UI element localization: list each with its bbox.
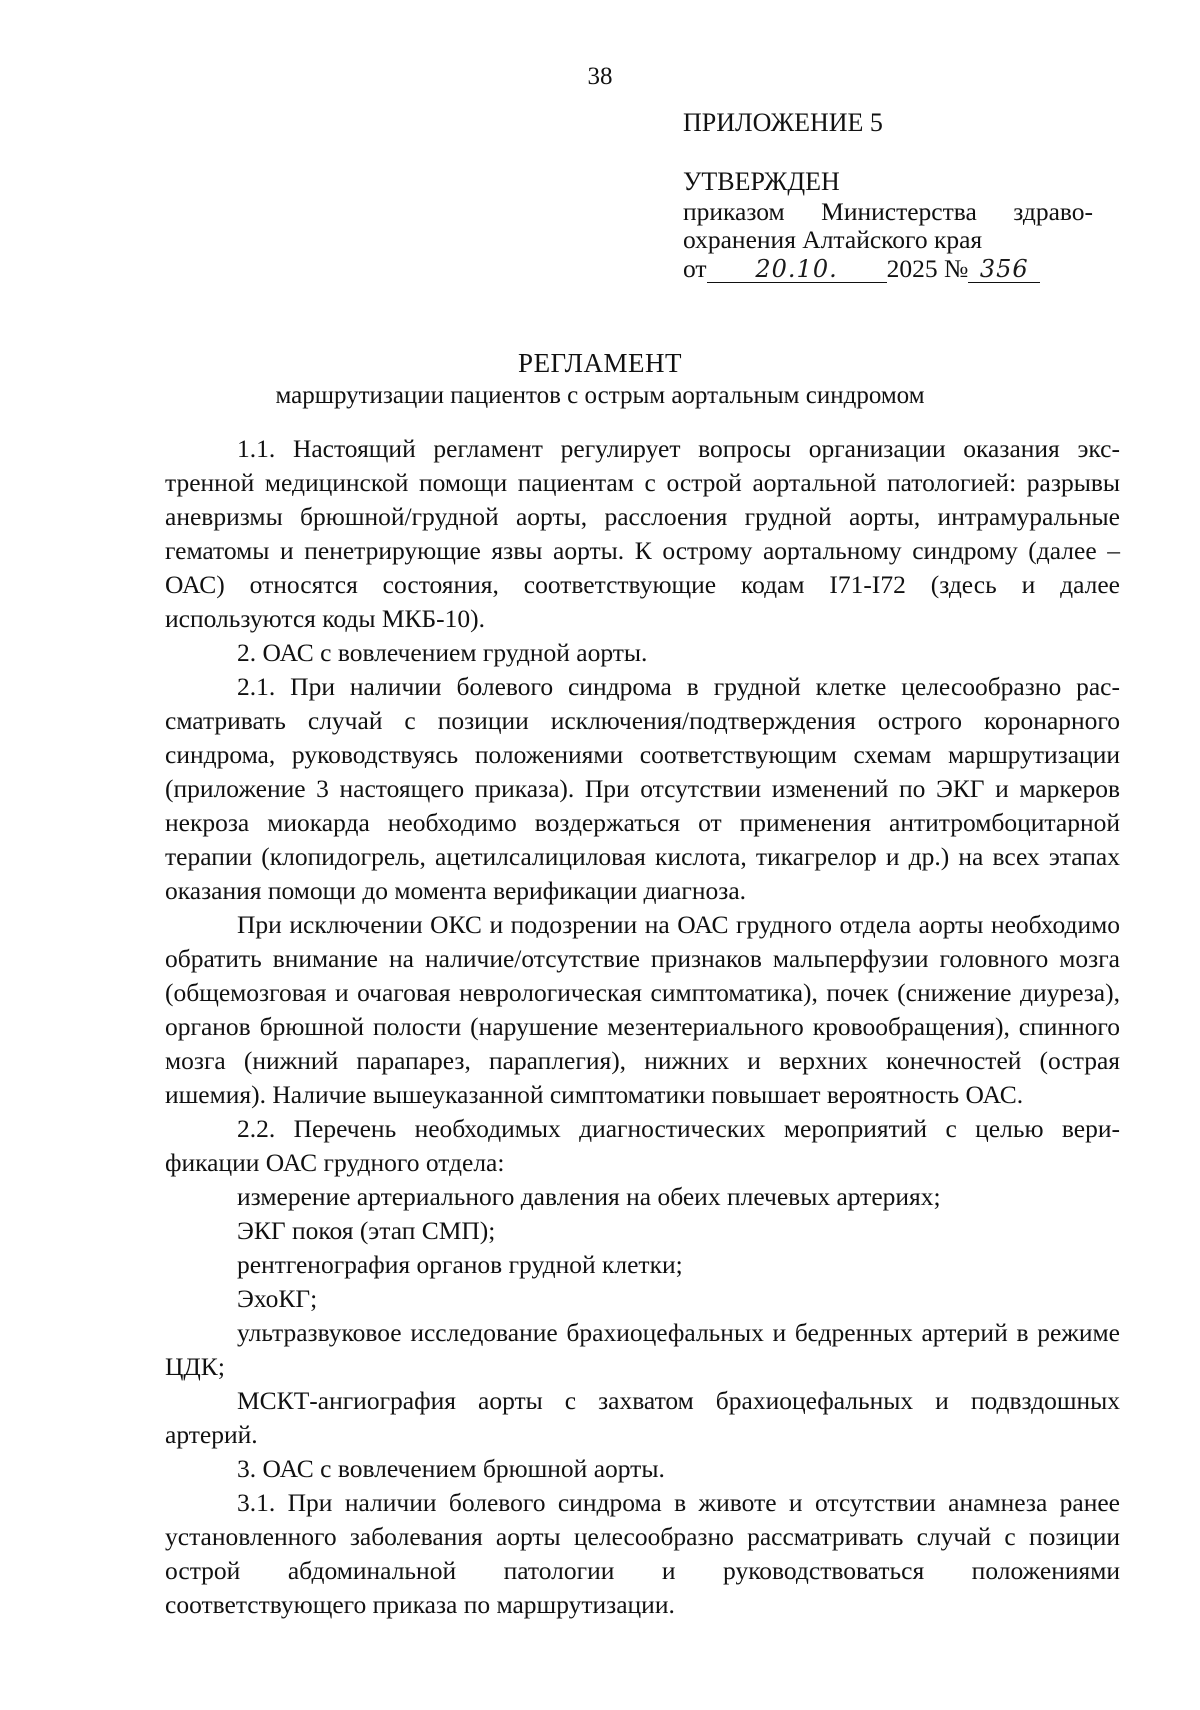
date-prefix: от (683, 254, 707, 283)
approval-block (683, 106, 1093, 284)
page-number: 38 (587, 63, 613, 90)
order-date-line (683, 254, 1093, 284)
order-year: 2025 № (886, 254, 969, 283)
number-blank (968, 256, 1040, 283)
paragraph-2: 2. ОАС с вовлечением грудной аорты. (237, 638, 648, 667)
document-header (0, 346, 1200, 412)
paragraph-2-2: 2.2. Перечень необходимых диагностических мероприятий с целью верификации ОАС грудного отдела: (165, 1114, 1120, 1177)
handwritten-number: 356 (979, 255, 1029, 283)
list-item: ультразвуковое исследование брахиоцефальных и бедренных артерий в режиме ЦДК; (165, 1318, 1120, 1381)
paragraph-oks-exclusion: При исключении ОКС и подозрении на ОАС грудного отдела аорты необходимо обратить внимание на наличие/отсутствие признаков мальперфузии головного мозга (общемозговая и очаговая неврологическая симптоматика), почек (снижение диуреза), органов брюшной полости (нарушение мезентериального кровообращения), спинного мозга (нижний парапарез, параплегия), нижних и верхних конечностей (острая ишемия). Наличие вышеуказанной симптоматики повышает вероятность ОАС. (165, 910, 1120, 1109)
date-blank (707, 256, 887, 283)
paragraph-2-1: 2.1. При наличии болевого синдрома в грудной клетке целесообразно рассматривать случай с позиции исключения/подтверждения острого коронарного синдрома, руководствуясь положениями соответствующим схемам маршрутизации (приложение 3 настоящего приказа). При отсутствии изменений по ЭКГ и маркеров некроза миокарда необходимо воздержаться от применения антитромбоцитарной терапии (клопидогрель, ацетилсалициловая кислота, тикагрелор и др.) на всех этапах оказания помощи до момента верификации диагноза. (165, 672, 1120, 905)
document-body (165, 432, 1120, 1622)
list-item: ЭхоКГ; (237, 1284, 318, 1313)
paragraph-3: 3. ОАС с вовлечением брюшной аорты. (237, 1454, 665, 1483)
approved-label: УТВЕРЖДЕН (683, 167, 840, 196)
list-item: ЭКГ покоя (этап СМП); (237, 1216, 496, 1245)
list-item: рентгенография органов грудной клетки; (237, 1250, 683, 1279)
document-title: РЕГЛАМЕНТ (518, 348, 682, 378)
handwritten-date: 20.10. (755, 255, 838, 283)
list-item: измерение артериального давления на обеих плечевых артериях; (237, 1182, 941, 1211)
order-line-2: охранения Алтайского края (683, 225, 983, 254)
document-subtitle: маршрутизации пациентов с острым аортальным синдромом (275, 382, 925, 409)
order-line-1: приказом Министерства здраво- (683, 197, 1093, 226)
paragraph-3-1: 3.1. При наличии болевого синдрома в животе и отсутствии анамнеза ранее установленного заболевания аорты целесообразно рассматривать случай с позиции острой абдоминальной патологии и руководствоваться положениями соответствующего приказа по маршрутизации. (165, 1488, 1120, 1619)
list-item: МСКТ-ангиография аорты с захватом брахиоцефальных и подвздошных артерий. (165, 1386, 1120, 1449)
annex-label: ПРИЛОЖЕНИЕ 5 (683, 108, 883, 137)
paragraph-1-1: 1.1. Настоящий регламент регулирует вопросы организации оказания экстренной медицинской помощи пациентам с острой аортальной патологией: разрывы аневризмы брюшной/грудной аорты, расслоения грудной аорты, интрамуральные гематомы и пенетрирующие язвы аорты. К острому аортальному синдрому (далее – ОАС) относятся состояния, соответствующие кодам I71-I72 (здесь и далее используются коды МКБ-10). (165, 434, 1120, 633)
